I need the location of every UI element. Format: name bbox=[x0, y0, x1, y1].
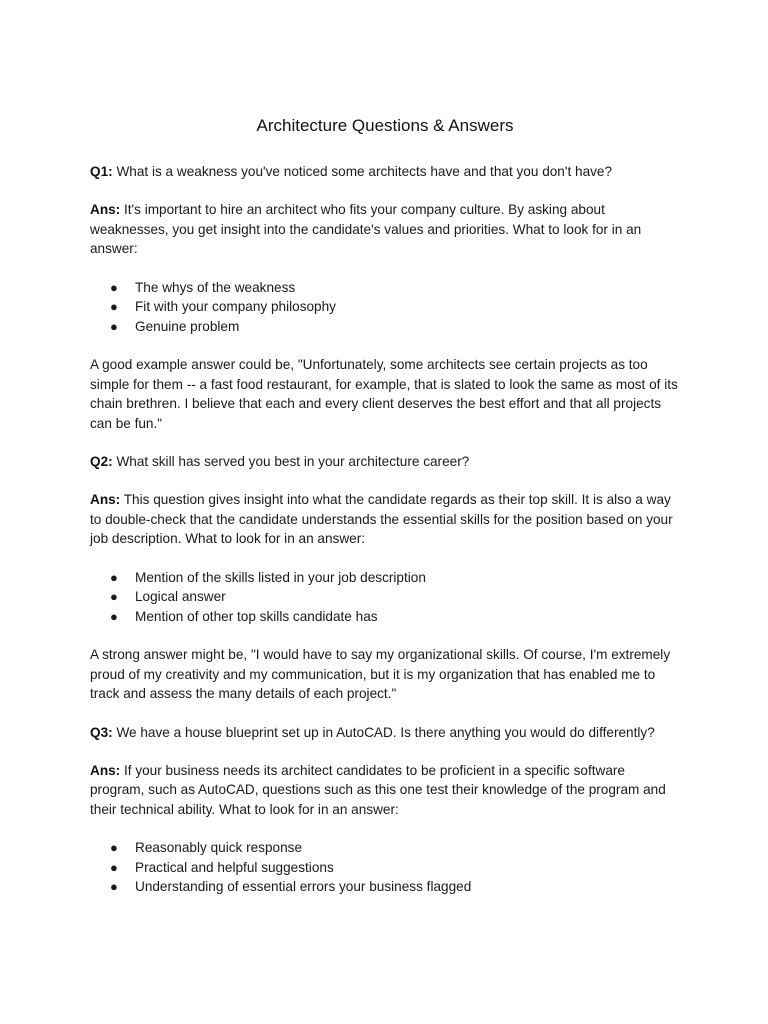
bullet-icon: ● bbox=[110, 840, 118, 856]
list-item-text: Mention of other top skills candidate has bbox=[135, 608, 378, 624]
answer-1-text: It's important to hire an architect who fits your company culture. By asking about weaknesses, you get insight into the candidate's values and priorities. What to look for in an answer: bbox=[90, 202, 642, 257]
answer-3-text: If your business needs its architect candidates to be proficient in a specific software program, such as AutoCAD, questions such as this one test their knowledge of the program and their technical ability. What to look for in an answer: bbox=[90, 763, 666, 817]
list-item bbox=[90, 297, 680, 317]
bullet-icon: ● bbox=[110, 279, 118, 295]
question-1-label: Q1: bbox=[90, 164, 113, 179]
list-item-text: Mention of the skills listed in your job description bbox=[135, 569, 426, 585]
question-2-text: What skill has served you best in your architecture career? bbox=[112, 454, 470, 470]
list-item-text: Fit with your company philosophy bbox=[135, 299, 336, 315]
list-item-text: Reasonably quick response bbox=[135, 840, 303, 856]
bullet-icon: ● bbox=[110, 608, 118, 624]
example-answer-1: A good example answer could be, "Unfortunately, some architects see certain projects as too simple for them -- a fast food restaurant, for example, that is slated to look the same as most of its chain brethren. I believe that each and every client deserves the best effort and that all projects can be fun." bbox=[90, 357, 678, 431]
bullet-icon: ● bbox=[110, 318, 118, 334]
list-item bbox=[90, 877, 680, 897]
question-1-text: What is a weakness you've noticed some architects have and that you don't have? bbox=[112, 164, 613, 179]
list-item bbox=[90, 317, 680, 337]
list-item bbox=[90, 838, 680, 858]
list-item-text: Genuine problem bbox=[135, 318, 240, 334]
list-item bbox=[90, 278, 680, 298]
list-item bbox=[90, 568, 680, 588]
question-3-text: We have a house blueprint set up in AutoCAD. Is there anything you would do differently? bbox=[112, 724, 655, 740]
question-3-label: Q3: bbox=[90, 724, 113, 740]
answer-3-bullet-list bbox=[90, 838, 680, 897]
answer-2-text: This question gives insight into what the candidate regards as their top skill. It is also a way to double-check that the candidate understands the essential skills for the position based on your job description. What to look for in an answer: bbox=[90, 492, 673, 547]
question-2-label: Q2: bbox=[90, 454, 113, 470]
question-3 bbox=[90, 723, 680, 742]
list-item bbox=[90, 858, 680, 878]
list-item bbox=[90, 587, 680, 607]
answer-3-label: Ans: bbox=[90, 763, 121, 779]
list-item bbox=[90, 607, 680, 627]
list-item-text: The whys of the weakness bbox=[135, 279, 296, 295]
bullet-icon: ● bbox=[110, 879, 118, 895]
example-answer-2: A strong answer might be, "I would have to say my organizational skills. Of course, I'm extremely proud of my creativity and my communication, but it is my organization that has enabled me to track and assess the many details of each project." bbox=[90, 647, 671, 702]
page-title: Architecture Questions & Answers bbox=[256, 116, 514, 135]
bullet-icon: ● bbox=[110, 589, 118, 605]
answer-2 bbox=[90, 490, 680, 548]
question-2 bbox=[90, 452, 680, 471]
question-1 bbox=[90, 162, 680, 181]
bullet-icon: ● bbox=[110, 569, 118, 585]
bullet-icon: ● bbox=[110, 859, 118, 875]
bullet-icon: ● bbox=[110, 299, 118, 315]
answer-1-label: Ans: bbox=[90, 202, 121, 218]
answer-2-label: Ans: bbox=[90, 492, 121, 508]
answer-2-bullet-list bbox=[90, 568, 680, 627]
answer-1-bullet-list bbox=[90, 278, 680, 337]
list-item-text: Practical and helpful suggestions bbox=[135, 859, 334, 875]
answer-3 bbox=[90, 761, 680, 819]
answer-1 bbox=[90, 200, 680, 258]
list-item-text: Understanding of essential errors your business flagged bbox=[135, 879, 472, 895]
list-item-text: Logical answer bbox=[135, 589, 226, 605]
